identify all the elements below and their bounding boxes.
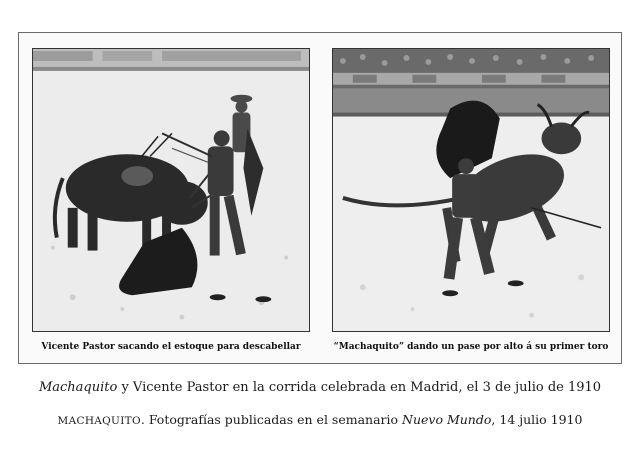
footer-name-smallcaps: MACHAQUITO bbox=[57, 415, 141, 427]
caption-machaquito: “Machaquito” dando un pase por alto á su primer toro bbox=[333, 342, 609, 352]
caption-vicente-pastor: Vicente Pastor sacando el estoque para descabellar bbox=[41, 342, 301, 352]
footer-line-2-text-a: . Fotografías publicadas en el semanario bbox=[140, 412, 403, 427]
photo-vicente-pastor bbox=[32, 48, 310, 332]
photo-machaquito bbox=[332, 48, 610, 332]
magazine-title: Nuevo Mundo bbox=[402, 412, 492, 427]
footer-line-2-text-b: , 14 julio 1910 bbox=[491, 412, 583, 427]
photo-machaquito-image bbox=[333, 49, 609, 331]
footer-name-italic: Machaquito bbox=[38, 380, 118, 395]
photo-vicente-pastor-image bbox=[33, 49, 309, 331]
footer-line-1-text: y Vicente Pastor en la corrida celebrada en Madrid, el 3 de julio de 1910 bbox=[117, 380, 602, 395]
footer-line-2 bbox=[0, 412, 640, 427]
footer-line-1 bbox=[0, 380, 640, 395]
